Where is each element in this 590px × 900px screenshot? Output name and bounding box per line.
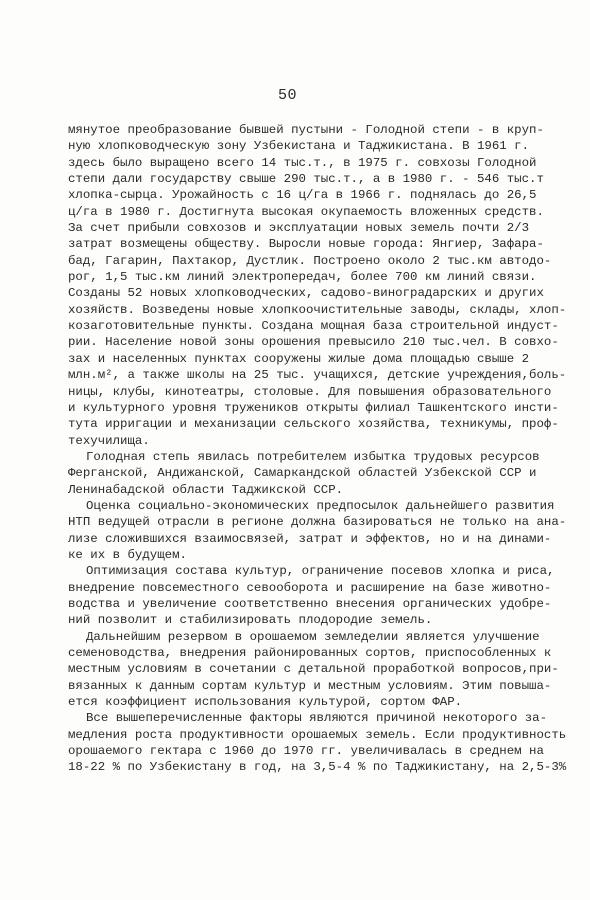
- text-line: ется коэффициент использования культурой, сортом ФАР.: [68, 695, 463, 710]
- text-line: тута ирригации и механизации сельского хозяйства, техникумы, проф-: [68, 417, 559, 432]
- text-line: Голодная степь явилась потребителем избытка трудовых ресурсов: [86, 449, 540, 464]
- text-line: и культурного уровня тружеников открыты филиал Ташкентского инсти-: [68, 400, 559, 415]
- text-line: ке их в будущем.: [68, 547, 187, 562]
- text-line: рии. Население новой зоны орошения превысило 210 тыс.чел. В совхо-: [68, 335, 559, 350]
- text-line: затрат возмещены обществу. Выросли новые города: Янгиер, Зафара-: [68, 237, 544, 252]
- text-line: ную хлопководческую зону Узбекистана и Таджикистана. В 1961 г.: [68, 139, 530, 154]
- text-line: лизе сложившихся взаимосвязей, затрат и эффектов, но и на динами-: [68, 531, 552, 546]
- text-line: НТП ведущей отрасли в регионе должна базироваться не только на ана-: [68, 515, 567, 530]
- text-line: Оптимизация состава культур, ограничение посевов хлопка и риса,: [86, 564, 555, 579]
- text-line: медления роста продуктивности орошаемых земель. Если продуктивность: [68, 727, 567, 742]
- text-line: ницы, клубы, кинотеатры, столовые. Для повышения образовательного: [68, 384, 552, 399]
- text-line: Дальнейшим резервом в орошаемом земледелии является улучшение: [86, 629, 540, 644]
- text-line: рог, 1,5 тыс.км линий электропередач, более 700 км линий связи.: [68, 270, 537, 285]
- text-line: техучилища.: [68, 433, 150, 448]
- text-line: Ферганской, Андижанской, Самаркандской областей Узбекской ССР и: [68, 466, 537, 481]
- text-line: местным условиям в сочетании с детальной проработкой вопросов,при-: [68, 662, 559, 677]
- text-line: здесь было выращено всего 14 тыс.т., в 1975 г. совхозы Голодной: [68, 155, 537, 170]
- text-line: Оценка социально-экономических предпосылок дальнейшего развития: [86, 498, 555, 513]
- text-line: ц/га в 1980 г. Достигнута высокая окупаемость вложенных средств.: [68, 204, 544, 219]
- text-line: 18-22 % по Узбекистану в год, на 3,5-4 % по Таджикистану, на 2,5-3%: [68, 760, 567, 775]
- text-line: мянутое преобразование бывшей пустыни - Голодной степи - в круп-: [68, 123, 544, 137]
- text-line: Созданы 52 новых хлопководческих, садово-виноградарских и других: [68, 286, 544, 301]
- text-line: зах и населенных пунктах сооружены жилые дома площадью свыше 2: [68, 351, 530, 366]
- text-line: хозяйств. Возведены новые хлопкоочистительные заводы, склады, хлоп-: [68, 302, 567, 317]
- text-line: степи дали государству свыше 290 тыс.т., а в 1980 г. - 546 тыс.т: [68, 172, 544, 187]
- text-line: орошаемого гектара с 1960 до 1970 гг. увеличивалась в среднем на: [68, 744, 544, 759]
- text-line: Все вышеперечисленные факторы являются причиной некоторого за-: [86, 711, 548, 726]
- text-line: млн.м², а также школы на 25 тыс. учащихся, детские учреждения,боль-: [68, 368, 567, 383]
- text-line: ний позволит и стабилизировать плодородие земель.: [68, 613, 433, 628]
- text-line: За счет прибыли совхозов и эксплуатации новых земель почти 2/3: [68, 221, 530, 236]
- body-text: [68, 122, 578, 776]
- page-number: 50: [278, 87, 298, 104]
- text-line: бад, Гагарин, Пахтакор, Дустлик. Построено около 2 тыс.км автодо-: [68, 253, 552, 268]
- text-line: вязанных к данным сортам культур и местным условиям. Этим повыша-: [68, 678, 552, 693]
- text-line: Ленинабадской области Таджикской ССР.: [68, 482, 344, 497]
- text-line: хлопка-сырца. Урожайность с 16 ц/га в 1966 г. поднялась до 26,5: [68, 188, 537, 203]
- text-line: водства и увеличение соответственно внесения органических удобре-: [68, 596, 552, 611]
- text-line: семеноводства, внедрения районированных сортов, приспособленных к: [68, 646, 552, 660]
- text-line: козаготовительные пункты. Создана мощная база строительной индуст-: [68, 319, 559, 334]
- text-line: внедрение повсеместного севооборота и расширение на базе животно-: [68, 580, 552, 595]
